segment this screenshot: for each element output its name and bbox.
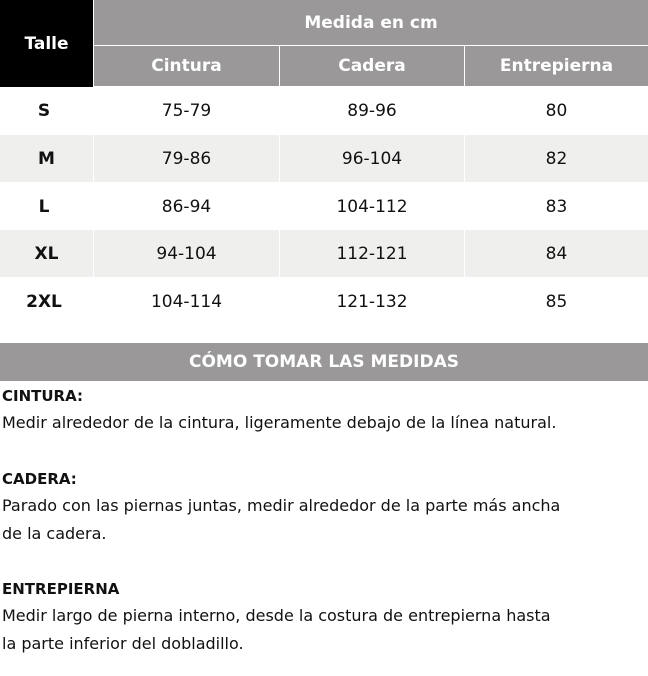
section-title-entrepierna: ENTREPIERNA	[2, 580, 120, 598]
text-line: Parado con las piernas juntas, medir alrededor de la parte más ancha	[2, 496, 561, 515]
column-header-cintura: Cintura	[94, 46, 279, 86]
entrepierna-cell: 82	[465, 135, 648, 182]
section-text-entrepierna	[2, 602, 648, 658]
cintura-cell: 94-104	[94, 230, 279, 277]
entrepierna-cell: 83	[545, 196, 568, 217]
section-title-cadera: CADERA:	[2, 470, 77, 488]
section-title-cintura: CINTURA:	[2, 387, 83, 405]
column-header-entrepierna: Entrepierna	[465, 46, 648, 86]
table-row	[0, 230, 648, 277]
text-line: de la cadera.	[2, 524, 107, 543]
size-cell: L	[38, 196, 50, 217]
entrepierna-cell: 80	[545, 100, 568, 121]
measurement-guide-header: CÓMO TOMAR LAS MEDIDAS	[0, 343, 648, 381]
text-line: la parte inferior del dobladillo.	[2, 634, 244, 653]
column-header-cadera: Cadera	[280, 46, 464, 86]
table-row	[0, 87, 648, 134]
size-cell: M	[0, 135, 93, 182]
cintura-cell: 104-114	[150, 291, 223, 312]
text-line: Medir largo de pierna interno, desde la costura de entrepierna hasta	[2, 606, 551, 625]
table-row	[0, 183, 648, 230]
measurement-group-header: Medida en cm	[94, 0, 648, 45]
size-cell: XL	[0, 230, 93, 277]
size-cell: S	[37, 100, 51, 121]
size-cell: 2XL	[26, 291, 62, 312]
entrepierna-cell: 84	[465, 230, 648, 277]
table-row	[0, 278, 648, 325]
table-row	[0, 135, 648, 182]
cintura-cell: 75-79	[161, 100, 212, 121]
entrepierna-cell: 85	[545, 291, 568, 312]
cintura-cell: 86-94	[161, 196, 212, 217]
cadera-cell: 112-121	[280, 230, 464, 277]
section-text-cintura	[2, 409, 648, 437]
cintura-cell: 79-86	[94, 135, 279, 182]
cadera-cell: 96-104	[280, 135, 464, 182]
size-column-header: Talle	[0, 0, 93, 87]
cadera-cell: 121-132	[336, 291, 408, 312]
text-line: Medir alrededor de la cintura, ligeramente debajo de la línea natural.	[2, 413, 557, 432]
cadera-cell: 104-112	[336, 196, 408, 217]
section-text-cadera	[2, 492, 648, 548]
cadera-cell: 89-96	[347, 100, 397, 121]
